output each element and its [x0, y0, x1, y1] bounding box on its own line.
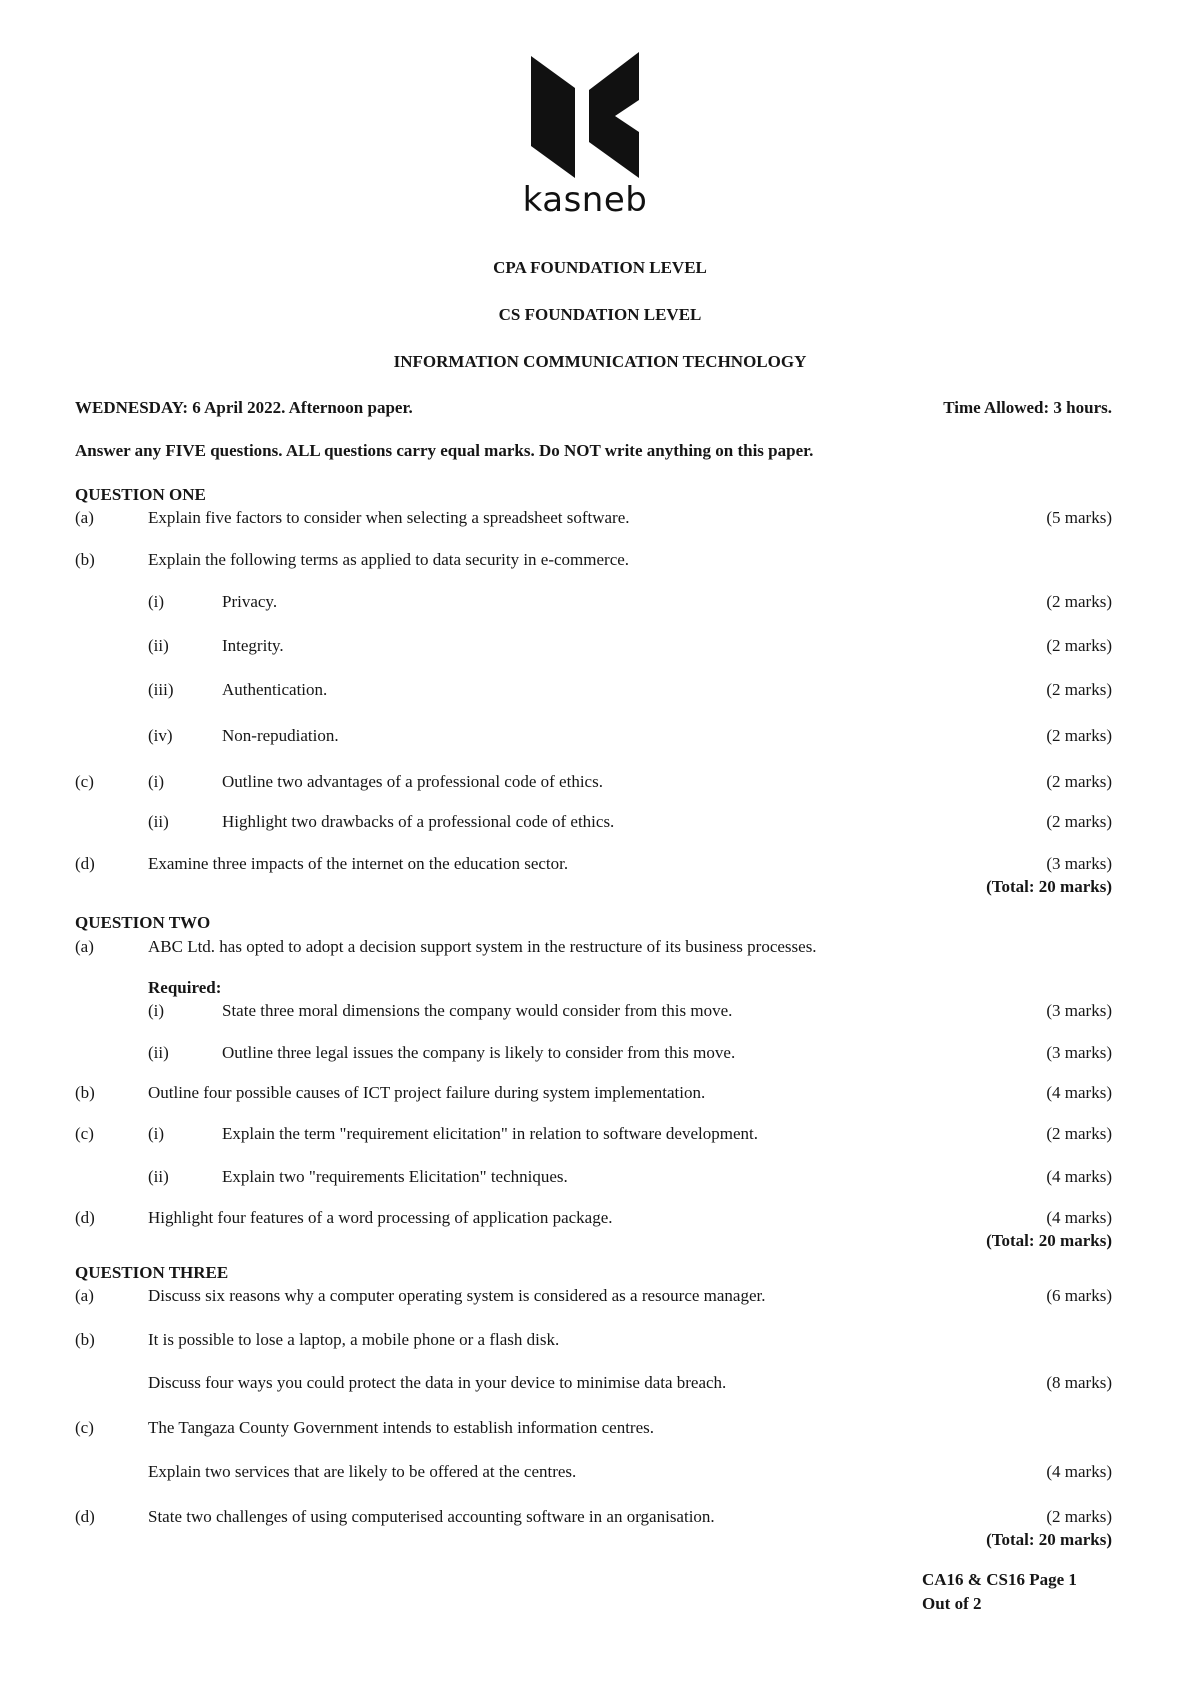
q2-d-text: Highlight four features of a word processing of application package. — [148, 1208, 613, 1227]
q3-b-marks: (8 marks) — [1046, 1373, 1112, 1392]
q1-c1-text: Outline two advantages of a professional code of ethics. — [222, 772, 603, 791]
q2-d-label: (d) — [75, 1208, 95, 1227]
time-allowed: Time Allowed: 3 hours. — [943, 398, 1112, 417]
q1-d-text: Examine three impacts of the internet on the education sector. — [148, 854, 569, 873]
paper-title: INFORMATION COMMUNICATION TECHNOLOGY — [393, 352, 807, 371]
question-three-title: QUESTION THREE — [75, 1263, 229, 1282]
q2-a2-label: (ii) — [148, 1043, 169, 1062]
q2-c-label: (c) — [75, 1124, 94, 1143]
q1-d-marks: (3 marks) — [1046, 854, 1112, 873]
q2-b-label: (b) — [75, 1083, 95, 1102]
q1-b4-label: (iv) — [148, 726, 173, 745]
q2-c1-label: (i) — [148, 1124, 165, 1143]
q2-c2-label: (ii) — [148, 1167, 169, 1186]
q2-d-marks: (4 marks) — [1046, 1208, 1112, 1227]
q2-c1-marks: (2 marks) — [1046, 1124, 1112, 1143]
q1-c2-label: (ii) — [148, 812, 169, 831]
q1-b1-text: Privacy. — [222, 592, 278, 611]
q1-b1-marks: (2 marks) — [1046, 592, 1112, 611]
question-one-title: QUESTION ONE — [75, 485, 206, 504]
question-two-title: QUESTION TWO — [75, 913, 211, 932]
q1-b-text: Explain the following terms as applied to data security in e-commerce. — [148, 550, 630, 569]
q3-c-marks: (4 marks) — [1046, 1462, 1112, 1481]
q1-b3-text: Authentication. — [222, 680, 328, 699]
q1-b4-marks: (2 marks) — [1046, 726, 1112, 745]
q1-b3-label: (iii) — [148, 680, 174, 699]
instructions: Answer any FIVE questions. ALL questions carry equal marks. Do NOT write anything on this paper. — [75, 441, 814, 460]
q2-c2-marks: (4 marks) — [1046, 1167, 1112, 1186]
q2-a1-marks: (3 marks) — [1046, 1001, 1112, 1020]
logo — [510, 50, 660, 220]
q3-a-text: Discuss six reasons why a computer operating system is considered as a resource manager. — [148, 1286, 766, 1305]
q1-b4-text: Non-repudiation. — [222, 726, 339, 745]
q1-c2-text: Highlight two drawbacks of a professional code of ethics. — [222, 812, 615, 831]
q1-b3-marks: (2 marks) — [1046, 680, 1112, 699]
q1-b2-text: Integrity. — [222, 636, 284, 655]
q1-b1-label: (i) — [148, 592, 165, 611]
q2-total: (Total: 20 marks) — [986, 1231, 1112, 1250]
q1-b2-label: (ii) — [148, 636, 169, 655]
q2-a1-text: State three moral dimensions the company would consider from this move. — [222, 1001, 733, 1020]
q2-c1-text: Explain the term "requirement elicitation" in relation to software development. — [222, 1124, 758, 1143]
q3-b-text: It is possible to lose a laptop, a mobile phone or a flash disk. — [148, 1330, 560, 1349]
q2-b-text: Outline four possible causes of ICT project failure during system implementation. — [148, 1083, 706, 1102]
q2-a1-label: (i) — [148, 1001, 165, 1020]
q3-d-text: State two challenges of using computerised accounting software in an organisation. — [148, 1507, 715, 1526]
q1-c1-label: (i) — [148, 772, 165, 791]
q1-c1-marks: (2 marks) — [1046, 772, 1112, 791]
q1-b-label: (b) — [75, 550, 95, 569]
q2-a2-marks: (3 marks) — [1046, 1043, 1112, 1062]
level-title-cs: CS FOUNDATION LEVEL — [498, 305, 702, 324]
q3-total: (Total: 20 marks) — [986, 1530, 1112, 1549]
level-title-cpa: CPA FOUNDATION LEVEL — [493, 258, 707, 277]
q1-b2-marks: (2 marks) — [1046, 636, 1112, 655]
q1-a-marks: (5 marks) — [1046, 508, 1112, 527]
q2-b-marks: (4 marks) — [1046, 1083, 1112, 1102]
q3-d-label: (d) — [75, 1507, 95, 1526]
q1-c-label: (c) — [75, 772, 94, 791]
q1-d-label: (d) — [75, 854, 95, 873]
q1-total: (Total: 20 marks) — [986, 877, 1112, 896]
q3-a-marks: (6 marks) — [1046, 1286, 1112, 1305]
q3-a-label: (a) — [75, 1286, 94, 1305]
q3-d-marks: (2 marks) — [1046, 1507, 1112, 1526]
q3-c-text: The Tangaza County Government intends to establish information centres. — [148, 1418, 655, 1437]
q3-b-label: (b) — [75, 1330, 95, 1349]
q3-b-text2: Discuss four ways you could protect the data in your device to minimise data breach. — [148, 1373, 727, 1392]
q3-c-text2: Explain two services that are likely to be offered at the centres. — [148, 1462, 577, 1481]
logo-wordmark: kasneb — [522, 180, 648, 220]
exam-date: WEDNESDAY: 6 April 2022. Afternoon paper. — [75, 398, 413, 417]
q3-c-label: (c) — [75, 1418, 94, 1437]
q2-a2-text: Outline three legal issues the company is likely to consider from this move. — [222, 1043, 736, 1062]
q2-required: Required: — [148, 978, 222, 997]
page-footer-line2: Out of 2 — [922, 1594, 982, 1613]
q1-c2-marks: (2 marks) — [1046, 812, 1112, 831]
q1-a-label: (a) — [75, 508, 94, 527]
q1-a-text: Explain five factors to consider when selecting a spreadsheet software. — [148, 508, 630, 527]
kasneb-k-logo-icon — [525, 50, 645, 178]
q2-c2-text: Explain two "requirements Elicitation" techniques. — [222, 1167, 568, 1186]
page-footer-line1: CA16 & CS16 Page 1 — [922, 1570, 1077, 1589]
q2-a-text: ABC Ltd. has opted to adopt a decision support system in the restructure of its business processes. — [148, 937, 817, 956]
q2-a-label: (a) — [75, 937, 94, 956]
